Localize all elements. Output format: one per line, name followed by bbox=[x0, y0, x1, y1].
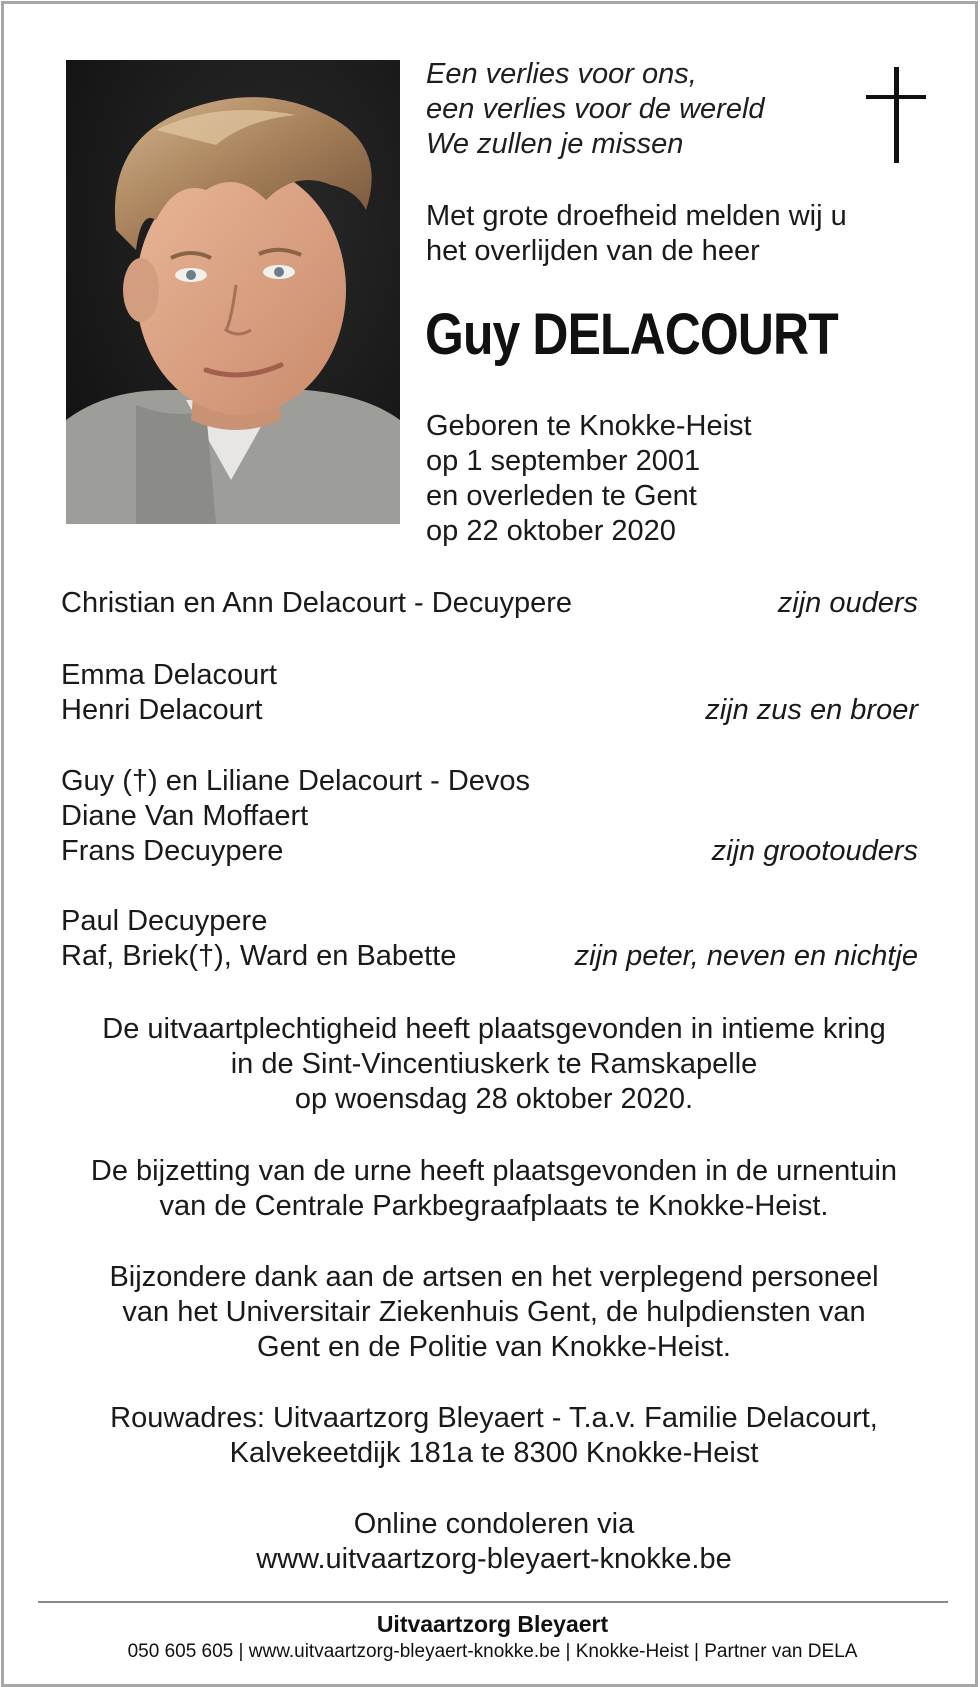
family-name: Henri Delacourt bbox=[61, 694, 263, 726]
thanks-line: Bijzondere dank aan de artsen en het verplegend personeel bbox=[109, 1261, 879, 1293]
ceremony-line: De uitvaartplechtigheid heeft plaatsgevonden in intieme kring bbox=[102, 1013, 886, 1045]
address-line: Kalvekeetdijk 181a te 8300 Knokke-Heist bbox=[229, 1437, 759, 1469]
online-line: Online condoleren via bbox=[353, 1508, 635, 1540]
condolence-link[interactable]: www.uitvaartzorg-bleyaert-knokke.be bbox=[256, 1543, 732, 1575]
family-group-grandparents bbox=[61, 764, 918, 869]
thanks-line: van het Universitair Ziekenhuis Gent, de hulpdiensten van bbox=[122, 1296, 866, 1328]
birth-death-line: en overleden te Gent bbox=[426, 480, 697, 512]
thanks-line: Gent en de Politie van Knokke-Heist. bbox=[257, 1331, 731, 1363]
family-role: zijn zus en broer bbox=[705, 694, 918, 726]
portrait-photo bbox=[66, 60, 400, 524]
burial-line: De bijzetting van de urne heeft plaatsgevonden in de urnentuin bbox=[90, 1155, 898, 1187]
portrait-illustration bbox=[66, 60, 400, 524]
family-name: Christian en Ann Delacourt - Decuypere bbox=[61, 587, 572, 619]
birth-death-line: Geboren te Knokke-Heist bbox=[426, 410, 752, 442]
footer-divider bbox=[38, 1601, 948, 1603]
cross-icon bbox=[866, 67, 926, 163]
cross-icon-vertical bbox=[894, 67, 899, 163]
burial-notice bbox=[44, 1154, 944, 1224]
family-role: zijn peter, neven en nichtje bbox=[574, 940, 918, 972]
announcement bbox=[426, 199, 847, 269]
family-group-godfather-cousins bbox=[61, 904, 918, 974]
birth-death-line: op 22 oktober 2020 bbox=[426, 515, 676, 547]
family-role: zijn ouders bbox=[777, 587, 918, 619]
mourning-address bbox=[44, 1401, 944, 1471]
cross-icon-horizontal bbox=[866, 95, 926, 99]
birth-death-line: op 1 september 2001 bbox=[426, 445, 701, 477]
online-condolences bbox=[44, 1507, 944, 1577]
obituary-card bbox=[1, 1, 978, 1687]
family-name: Frans Decuypere bbox=[61, 835, 284, 867]
family-name: Diane Van Moffaert bbox=[61, 800, 309, 832]
address-line: Rouwadres: Uitvaartzorg Bleyaert - T.a.v. Familie Delacourt, bbox=[110, 1402, 878, 1434]
thanks-notice bbox=[44, 1260, 944, 1365]
burial-line: van de Centrale Parkbegraafplaats te Knokke-Heist. bbox=[159, 1190, 829, 1222]
family-name: Paul Decuypere bbox=[61, 905, 268, 937]
poem-line: Een verlies voor ons, bbox=[426, 58, 697, 90]
funeral-home-name: Uitvaartzorg Bleyaert bbox=[376, 1611, 609, 1637]
announcement-line: Met grote droefheid melden wij u bbox=[426, 200, 847, 232]
ceremony-line: op woensdag 28 oktober 2020. bbox=[294, 1083, 694, 1115]
family-group-parents bbox=[61, 586, 918, 621]
family-name: Guy (†) en Liliane Delacourt - Devos bbox=[61, 765, 531, 797]
poem-line: een verlies voor de wereld bbox=[426, 93, 765, 125]
announcement-line: het overlijden van de heer bbox=[426, 235, 760, 267]
family-name: Raf, Briek(†), Ward en Babette bbox=[61, 940, 457, 972]
family-group-siblings bbox=[61, 658, 918, 728]
funeral-home-contact: 050 605 605 | www.uitvaartzorg-bleyaert-knokke.be | Knokke-Heist | Partner van DELA bbox=[127, 1641, 858, 1662]
family-name: Emma Delacourt bbox=[61, 659, 277, 691]
ceremony-line: in de Sint-Vincentiuskerk te Ramskapelle bbox=[230, 1048, 758, 1080]
birth-death-details bbox=[426, 409, 752, 549]
ceremony-notice bbox=[44, 1012, 944, 1117]
memorial-poem bbox=[426, 57, 765, 162]
poem-line: We zullen je missen bbox=[426, 128, 684, 160]
deceased-name: Guy DELACOURT bbox=[425, 302, 838, 367]
family-role: zijn grootouders bbox=[711, 835, 918, 867]
